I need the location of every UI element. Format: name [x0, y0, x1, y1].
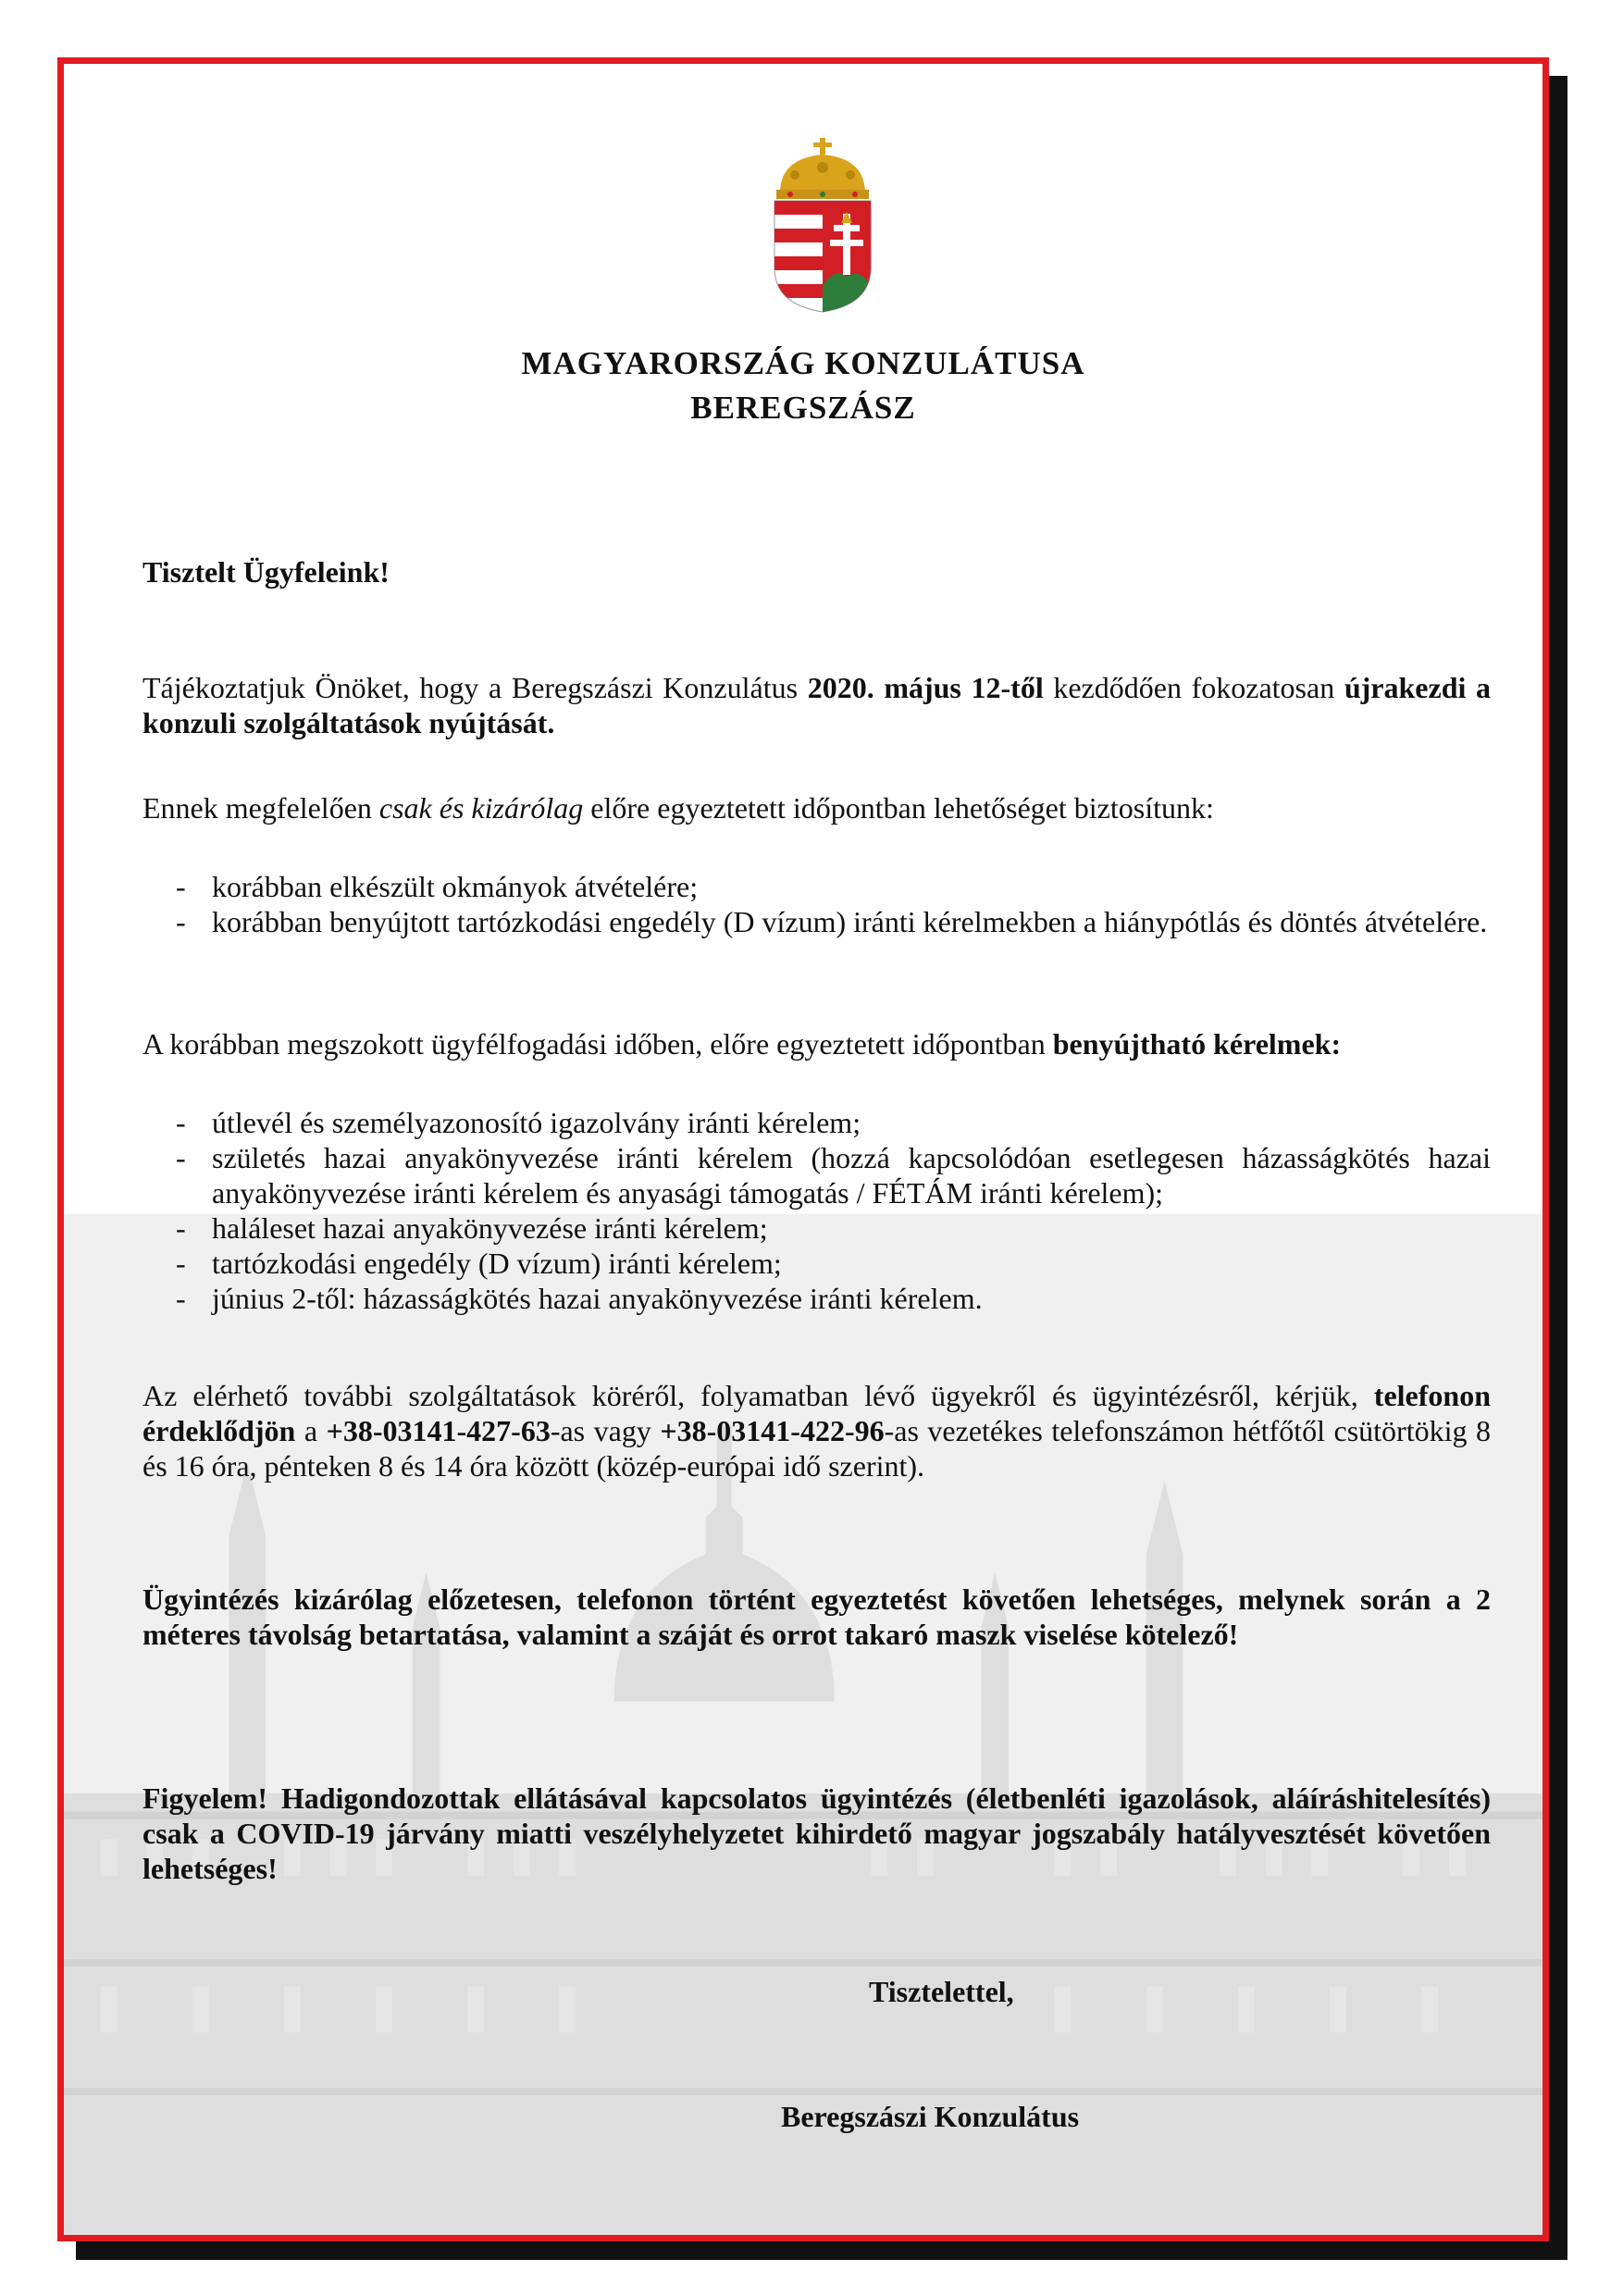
text-span: Tájékoztatjuk Önöket, hogy a Beregszászi Konzulátus	[142, 671, 808, 704]
italic-emphasis: csak és kizárólag	[378, 791, 584, 825]
greeting: Tisztelt Ügyfeleink!	[142, 555, 390, 589]
paragraph-appointment	[142, 790, 1491, 825]
phone-number-1: +38-03141-427-63	[326, 1414, 551, 1447]
heading-line-1: MAGYARORSZÁG KONZULÁTUSA	[521, 345, 1085, 381]
list-item: - születés hazai anyakönyvezése iránti kérelem (hozzá kapcsolódóan esetlegesen házasságkötés hazai anyakönyvezése iránti kérelem és anyasági támogatás / FÉTÁM iránti kérelem);	[142, 1140, 1491, 1210]
bold-applications: benyújtható kérelmek:	[1052, 1027, 1342, 1061]
paragraph-mask-requirement: Ügyintézés kizárólag előzetesen, telefonon történt egyeztetést követően lehetséges, melynek során a 2 méteres távolság betartatása, valamint a száját és orrot takaró maszk viselése kötelező!	[142, 1582, 1491, 1651]
bold-phone-inquiry: telefonon érdeklődjön	[142, 1379, 1491, 1447]
paragraph-notice: Figyelem! Hadigondozottak ellátásával kapcsolatos ügyintézés (életbenléti igazolások, aláíráshitelesítés) csak a COVID-19 járvány miatti veszélyhelyzetet kihirdető magyar jogszabály hatályvesztését követően lehetséges!	[142, 1781, 1491, 1885]
list-item: - haláleset hazai anyakönyvezése iránti kérelem;	[142, 1210, 1491, 1246]
text-span: Az elérhető további szolgáltatások köréről, folyamatban lévő ügyekről és ügyintézésről, kérjük,	[142, 1379, 1374, 1412]
text-span: -as vagy	[550, 1414, 661, 1447]
text-span: kezdődően fokozatosan	[1043, 671, 1344, 704]
applications-list	[142, 1105, 1491, 1316]
heading-line-2: BEREGSZÁSZ	[690, 390, 916, 426]
text-span: A korábban megszokott ügyfélfogadási időben, előre egyeztetett időpontban	[142, 1027, 1053, 1061]
list-item: - útlevél és személyazonosító igazolvány iránti kérelem;	[142, 1105, 1491, 1140]
list-item: - korábban benyújtott tartózkodási engedély (D vízum) iránti kérelmekben a hiánypótlás és döntés átvételére.	[142, 904, 1491, 939]
hungarian-coat-of-arms-icon	[767, 138, 878, 314]
closing-salutation: Tisztelettel,	[869, 1975, 1014, 2008]
text-span: előre egyeztetett időpontban lehetőséget biztosítunk:	[583, 791, 1214, 825]
paragraph-contact	[142, 1378, 1491, 1483]
paragraph-applications	[142, 1026, 1491, 1061]
bold-statement: újrakezdi a konzuli szolgáltatások nyújtását.	[142, 671, 1492, 739]
list-item: - korábban elkészült okmányok átvételére;	[142, 869, 1491, 904]
collection-list	[142, 869, 1491, 939]
bold-date: 2020. május 12-től	[807, 671, 1044, 704]
letter-frame	[57, 57, 1549, 2241]
text-span: Ennek megfelelően	[142, 791, 379, 825]
phone-number-2: +38-03141-422-96	[660, 1414, 885, 1447]
consulate-heading	[64, 341, 1542, 430]
paragraph-reopening	[142, 670, 1491, 740]
list-item: - június 2-től: házasságkötés hazai anyakönyvezése iránti kérelem.	[142, 1281, 1491, 1316]
text-span: -as vezetékes telefonszámon hétfőtől csütörtökig 8 és 16 óra, pénteken 8 és 14 óra között (közép-európai idő szerint).	[142, 1414, 1492, 1483]
letter-content	[64, 64, 1542, 2235]
list-item: - tartózkodási engedély (D vízum) iránti kérelem;	[142, 1246, 1491, 1281]
signature: Beregszászi Konzulátus	[781, 2100, 1080, 2133]
text-span: a	[295, 1414, 327, 1447]
